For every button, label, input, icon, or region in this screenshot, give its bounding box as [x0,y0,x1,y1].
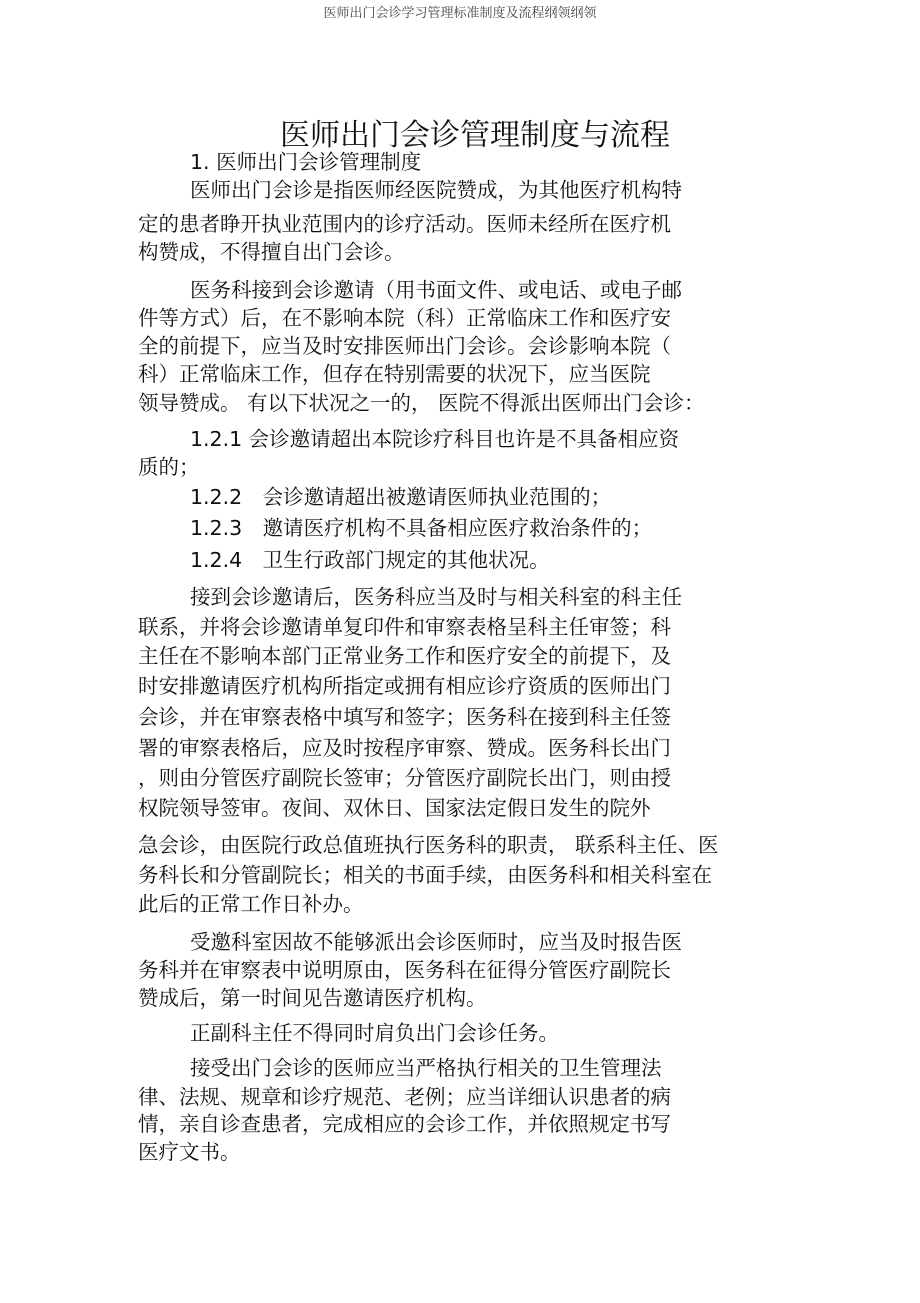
paragraph-line: 务科长和分管副院长；相关的书面手续，由医务科和相关科室在 [138,863,712,887]
running-header: 医师出门会诊学习管理标准制度及流程纲领纲领 [323,6,597,21]
paragraph-line: 医疗文书。 [138,1140,241,1164]
paragraph-line: 医务科接到会诊邀请（用书面文件、或电话、或电子邮 [190,278,682,302]
paragraph-line: 赞成后，第一时间见告邀请医疗机构。 [138,986,487,1010]
paragraph-line: 权院领导签审。夜间、双休日、国家法定假日发生的院外 [138,796,651,820]
paragraph-line: 受邀科室因故不能够派出会诊医师时，应当及时报告医 [190,930,682,954]
list-item: 1.2.1 会诊邀请超出本院诊疗科目也许是不具备相应资 [190,427,680,451]
list-item: 质的； [138,455,200,479]
paragraph-line: 急会诊，由医院行政总值班执行医务科的职责， 联系科主任、医 [138,833,719,857]
document-title: 医师出门会诊管理制度与流程 [280,118,670,153]
paragraph-line: 律、法规、规章和诊疗规范、老例；应当详细认识患者的病 [138,1085,671,1109]
paragraph-line: 医师出门会诊是指医师经医院赞成，为其他医疗机构特 [190,178,682,202]
paragraph-line: 务科并在审察表中说明原由，医务科在征得分管医疗副院长 [138,958,671,982]
list-item: 1.2.4 卫生行政部门规定的其他状况。 [190,548,550,572]
paragraph-line: 正副科主任不得同时肩负出门会诊任务。 [190,1021,559,1045]
list-item: 1.2.2 会诊邀请超出被邀请医师执业范围的； [190,485,612,509]
paragraph-line: 件等方式）后，在不影响本院（科）正常临床工作和医疗安 [138,306,671,330]
paragraph-line: 接受出门会诊的医师应当严格执行相关的卫生管理法 [190,1056,662,1080]
paragraph-line: 署的审察表格后，应及时按程序审察、赞成。医务科长出门 [138,736,671,760]
paragraph-line: 主任在不影响本部门正常业务工作和医疗安全的前提下，及 [138,644,671,668]
paragraph-line: 会诊，并在审察表格中填写和签字；医务科在接到科主任签 [138,705,671,729]
paragraph-line: 时安排邀请医疗机构所指定或拥有相应诊疗资质的医师出门 [138,674,671,698]
paragraph-line: 此后的正常工作日补办。 [138,892,364,916]
paragraph-line: 联系，并将会诊邀请单复印件和审察表格呈科主任审签；科 [138,615,671,639]
list-item: 1.2.3 邀请医疗机构不具备相应医疗救治条件的； [190,516,653,540]
paragraph-line: 科）正常临床工作，但存在特别需要的状况下，应当医院 [138,362,651,386]
paragraph-line: 构赞成，不得擅自出门会诊。 [138,240,405,264]
paragraph-line: 领导赞成。 有以下状况之一的， 医院不得派出医师出门会诊： [138,391,705,415]
paragraph-line: 接到会诊邀请后，医务科应当及时与相关科室的科主任 [190,585,682,609]
paragraph-line: 全的前提下，应当及时安排医师出门会诊。会诊影响本院（ [138,334,671,358]
paragraph-line: ，则由分管医疗副院长签审；分管医疗副院长出门，则由授 [138,766,671,790]
paragraph-line: 情，亲自诊查患者，完成相应的会诊工作，并依照规定书写 [138,1112,671,1136]
section-heading: 1. 医师出门会诊管理制度 [190,150,422,174]
paragraph-line: 定的患者睁开执业范围内的诊疗活动。医师未经所在医疗机 [138,212,671,236]
